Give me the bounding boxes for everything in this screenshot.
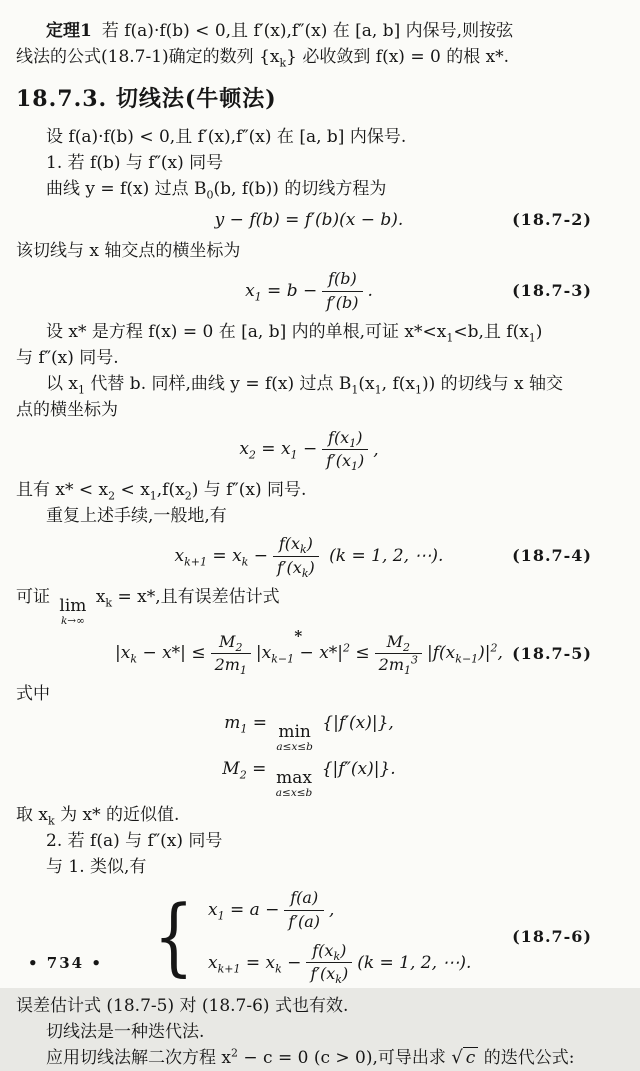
eq6-row1-lhs: $x_1 = a$ − — [207, 900, 280, 923]
radical-sign: √ — [451, 1047, 463, 1069]
root-line-1: 设 x* 是方程 f(x) = 0 在 [a, b] 内的单根,可证 $x*<x_1<b$,且 $f(x_1)$ — [46, 321, 543, 344]
eqx2-fraction — [322, 428, 368, 473]
similar-line: 与 1. 类似,有 — [46, 856, 147, 877]
left-brace — [153, 901, 193, 972]
print-artifact-star: * — [294, 626, 303, 645]
definition-M2 — [16, 756, 602, 799]
case2-title: 2. 若 f(a) 与 f″(x) 同号 — [46, 830, 223, 851]
eq5-tag: (18.7-5) — [512, 643, 592, 663]
m1-lhs: $m_1$ = — [224, 713, 267, 736]
eq5-mid: $|x_{k-1} - x*|^2$ ≤ — [255, 641, 370, 666]
lim-subscript: k→∞ — [60, 614, 85, 627]
equation-18-7-3 — [16, 269, 602, 314]
lim-symbol: lim — [59, 595, 87, 616]
eqx2-numerator: $f(x_1)$ — [328, 427, 363, 450]
section-heading: 18.7.3. 切线法(牛顿法) — [16, 86, 277, 112]
where-line: 式中 — [16, 684, 50, 705]
eqx2-denominator: $f'(x_1)$ — [322, 449, 368, 472]
apply-line — [16, 1045, 602, 1071]
radicand: c — [463, 1047, 479, 1068]
limit-line — [16, 584, 602, 627]
M2-lhs: $M_2$ = — [222, 759, 267, 782]
equation-18-7-6 — [16, 888, 602, 985]
eq3-fraction — [322, 269, 362, 314]
m1-body: {|f′(x)|}, — [322, 713, 394, 734]
eq6-row-2 — [208, 941, 471, 986]
valid-line: 误差估计式 (18.7-5) 对 (18.7-6) 式也有效. — [16, 996, 349, 1017]
eq6-row1-numerator: f(a) — [290, 887, 319, 907]
max-symbol: max — [276, 768, 312, 789]
limit-pre: 可证 — [16, 586, 50, 607]
eq6-system — [147, 888, 472, 985]
eq6-rows — [208, 888, 471, 985]
M2-body: {|f″(x)|}. — [321, 759, 396, 780]
equation-x2 — [16, 428, 602, 473]
x-axis-line: 该切线与 x 轴交点的横坐标为 — [16, 241, 241, 261]
eq3-tail: . — [367, 280, 373, 301]
max-operator — [276, 770, 313, 799]
eqx2-lhs: $x_2 = x_1$ − — [239, 439, 318, 462]
equation-18-7-5 — [16, 626, 602, 678]
apply-pre: 应用切线法解二次方程 $x^2 - c = 0$ (c > 0),可导出求 — [46, 1046, 446, 1069]
eq4-tag: (18.7-4) — [512, 546, 592, 566]
approx-line: 取 $x_k$ 为 x* 的近似值. — [16, 804, 180, 828]
eq5-fraction-1 — [211, 632, 251, 677]
eq3-lhs: $x_1 = b$ − — [245, 280, 318, 304]
eq5-frac1-denominator: $2m_1$ — [211, 653, 251, 676]
eq3-tag: (18.7-3) — [512, 281, 592, 301]
eq4-numerator: $f(x_k)$ — [278, 534, 313, 557]
square-root — [451, 1048, 478, 1068]
theorem-line-1 — [16, 18, 602, 44]
eq6-row1-fraction — [284, 888, 324, 933]
equation-18-7-2 — [16, 207, 602, 233]
eq5-frac2-numerator: $M_2$ — [386, 631, 411, 654]
eq3-numerator: f(b) — [328, 269, 357, 288]
eq4-denominator: $f'(x_k)$ — [273, 556, 319, 579]
iteration-line: 切线法是一种迭代法. — [46, 1022, 205, 1043]
eq4-lhs: $x_{k+1} = x_k$ − — [174, 545, 268, 569]
root-line-2: 与 f″(x) 同号. — [16, 347, 119, 368]
eq2-tag: (18.7-2) — [512, 210, 592, 229]
eq6-row2-denominator: $f'(x_k)$ — [306, 962, 352, 985]
replace-line-2: 点的横坐标为 — [16, 399, 118, 420]
min-operator — [276, 724, 313, 753]
eq2-body: y − f(b) = f′(b)(x − b). — [214, 210, 404, 230]
eq4-fraction — [273, 534, 319, 579]
eq4-tail: (k = 1, 2, ⋯). — [329, 545, 444, 566]
eq6-row2-tail: (k = 1, 2, ⋯). — [357, 952, 472, 973]
replace-line-1: 以 $x_1$ 代替 b. 同样,曲线 y = f(x) 过点 $B_1(x_1$, $f(x_1)$) 的切线与 x 轴交 — [46, 373, 564, 396]
eq6-row2-numerator: $f(x_k)$ — [312, 940, 347, 963]
eq6-tag: (18.7-6) — [512, 926, 592, 946]
equation-18-7-4 — [16, 534, 602, 579]
eq5-tail: $|f(x_{k-1})|^2$, — [427, 641, 503, 666]
theorem-text-1: 若 f(a)·f(b) < 0,且 f′(x),f″(x) 在 [a, b] 内保号,则按弦 — [101, 21, 514, 41]
theorem-label: 定理1 — [46, 21, 92, 41]
eq6-row-1 — [208, 888, 471, 933]
theorem-line-2: 线法的公式(18.7-1)确定的数列 $\{x_k\}$ 必收敛到 f(x) = 0 的根 x*. — [16, 47, 510, 70]
limit-post: $x_k = x*$,且有误差估计式 — [95, 586, 280, 610]
eqx2-tail: , — [373, 439, 379, 460]
apply-post: 的迭代公式: — [483, 1048, 575, 1069]
eq6-row1-tail: , — [329, 900, 335, 921]
eq6-row1-denominator: f′(a) — [284, 910, 324, 933]
min-subscript: a≤x≤b — [276, 741, 313, 754]
repeat-line: 重复上述手续,一般地,有 — [46, 506, 227, 527]
eq5-frac2-denominator: $2m_1^3$ — [375, 653, 422, 676]
limit-operator — [59, 595, 87, 627]
eq6-row2-lhs: $x_{k+1} = x_k$ − — [207, 952, 302, 976]
eq3-denominator: f′(b) — [322, 291, 362, 314]
eq5-fraction-2 — [375, 632, 422, 677]
page-number: • 734 • — [28, 954, 103, 972]
order-line: 且有 $x* < x_2 < x_1,f(x_2)$ 与 f″(x) 同号. — [16, 480, 307, 503]
eq5-lhs: $|x_k - x*|$ ≤ — [115, 643, 206, 666]
case1-title: 1. 若 f(b) 与 f″(x) 同号 — [46, 153, 224, 173]
tangent-intro-line: 曲线 y = f(x) 过点 $B_0(b$, f(b)) 的切线方程为 — [46, 179, 387, 202]
eq6-row2-fraction — [306, 941, 352, 986]
definition-m1 — [16, 710, 602, 753]
max-subscript: a≤x≤b — [275, 786, 313, 799]
min-symbol: min — [278, 722, 311, 743]
eq5-frac1-numerator: $M_2$ — [219, 631, 243, 654]
setup-line: 设 f(a)·f(b) < 0,且 f′(x),f″(x) 在 [a, b] 内保号. — [46, 127, 407, 147]
